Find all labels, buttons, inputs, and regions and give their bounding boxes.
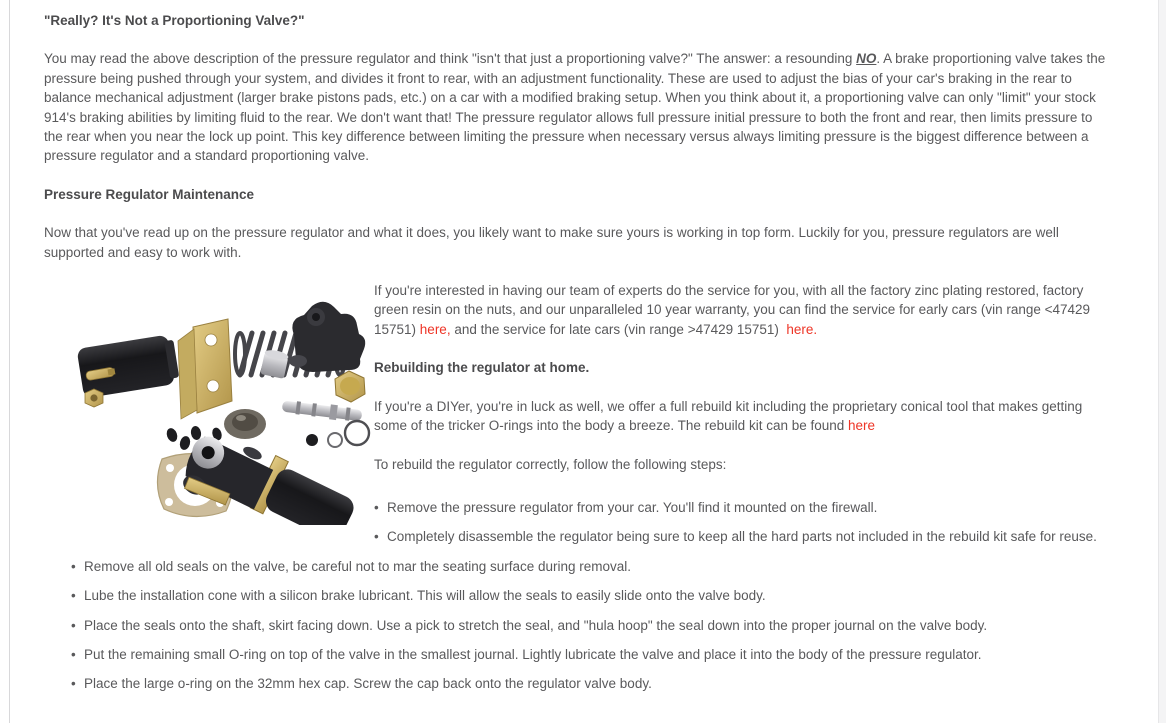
section-heading-rebuild-at-home: Rebuilding the regulator at home. xyxy=(374,360,590,376)
diy-text: If you're a DIYer, you're in luck as well, we offer a full rebuild kit including the proprietary conical tool that makes getting some of the tricker O-rings into the body a breeze. The rebuild kit can be found xyxy=(374,398,1083,434)
rebuild-step: • Lube the installation cone with a silicon brake lubricant. This will allow the seals to easily slide onto the valve body. xyxy=(71,586,1109,605)
section-heading-proportioning-valve: "Really? It's Not a Proportioning Valve?" xyxy=(44,13,305,28)
service-text-1: If you're interested in having our team of experts do the service for you, with all the factory zinc plating restored, factory green resin on the nuts, and our unparalleled 10 year warranty, you can find the service for early cars (vin range <47429 15751) xyxy=(374,283,1091,337)
service-text-2: and the service for late cars (vin range >47429 15751) xyxy=(450,321,787,337)
emphasized-no: NO xyxy=(856,51,877,67)
rebuild-step: • Remove the pressure regulator from your car. You'll find it mounted on the firewall. xyxy=(71,498,1109,517)
rebuild-step: • Completely disassemble the regulator being sure to keep all the hard parts not included in the rebuild kit safe for reuse. xyxy=(71,527,1109,546)
rebuild-kit-photo xyxy=(44,283,373,525)
maintenance-paragraph: Now that you've read up on the pressure regulator and what it does, you likely want to make sure yours is working in top form. Luckily for you, pressure regulators are well supported and easy to work with. xyxy=(44,225,1059,260)
intro-text-before: You may read the above description of the pressure regulator and think "isn't that just a proportioning valve?" The answer: a resounding xyxy=(44,51,857,67)
article-body xyxy=(10,0,1159,723)
rebuild-kit-link[interactable]: here xyxy=(848,418,876,434)
early-cars-service-link[interactable]: here, xyxy=(419,321,451,337)
rebuild-kit-illustration xyxy=(44,283,373,525)
page-right-gutter xyxy=(1158,0,1166,723)
rebuild-steps-list xyxy=(44,498,1109,694)
steps-intro: To rebuild the regulator correctly, follow the following steps: xyxy=(374,456,727,472)
section-heading-maintenance: Pressure Regulator Maintenance xyxy=(44,186,255,202)
late-cars-service-link[interactable]: here. xyxy=(786,321,818,337)
rebuild-step: • Remove all old seals on the valve, be careful not to mar the seating surface during removal. xyxy=(71,557,1109,576)
rebuild-step: • Put the remaining small O-ring on top of the valve in the smallest journal. Lightly lubricate the valve and place it into the body of the pressure regulator. xyxy=(71,645,1109,664)
rebuild-step: • Place the large o-ring on the 32mm hex cap. Screw the cap back onto the regulator valve body. xyxy=(71,674,1109,693)
intro-text-after: . A brake proportioning valve takes the pressure being pushed through your system, and divides it front to rear, with an adjustment functionality. These are used to adjust the bias of your car's braking in the rear to balance mechanical adjustment (larger brake pistons pads, etc.) on a car with a modified braking setup. When you think about it, a proportioning valve can only "limit" your stock 914's braking abilities by limiting fluid to the rear. We don't want that! The pressure regulator allows full pressure initial pressure to both the front and rear, then limits pressure to the rear when you near the lock up point. This key difference between limiting the pressure when necessary versus always limiting pressure is the biggest difference between a pressure regulator and a standard proportioning valve. xyxy=(44,51,1106,164)
intro-paragraph xyxy=(44,49,1109,165)
rebuild-step: • Place the seals onto the shaft, skirt facing down. Use a pick to stretch the seal, and "hula hoop" the seal down into the proper journal on the valve body. xyxy=(71,616,1109,635)
